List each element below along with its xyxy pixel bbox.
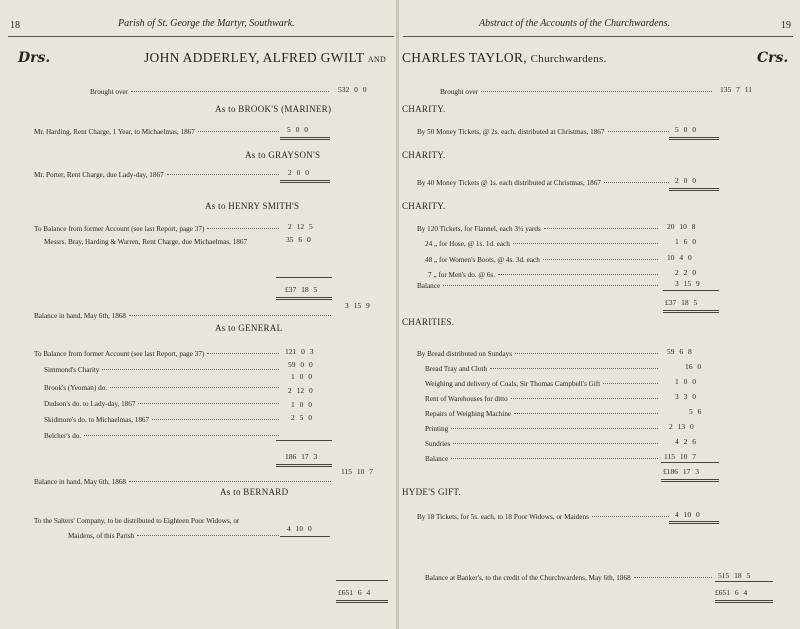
right-henry-row-5 [417,282,661,290]
header-rule-left [8,36,394,37]
left-general-row-4 [44,400,282,408]
right-brooks-row [417,128,672,136]
left-general-amount-1: 121 0 3 [285,347,314,356]
left-brought-over-row [90,88,332,96]
left-general-row-2 [44,366,282,374]
title-left-names: JOHN ADDERLEY, ALFRED GWILT [144,50,365,65]
left-heading-general: As to GENERAL [215,323,283,333]
left-general-label-1: To Balance from former Account (see last Report, page 37) [34,350,205,358]
right-general-row-1 [417,350,661,358]
left-bernard-line-2 [68,532,282,540]
right-henry-amount-3: 10 4 0 [667,253,692,262]
right-brought-over-row [440,88,715,96]
left-general-row-6 [44,432,282,440]
left-running-title: Parish of St. George the Martyr, Southwark. [118,18,295,29]
right-hydes-row [417,513,672,521]
left-brooks-rule [280,137,330,140]
right-general-amount-4: 3 3 0 [675,392,696,401]
left-general-amount-3: 1 0 0 [291,372,312,381]
title-and: AND [367,55,387,64]
left-general-total-rule [276,440,332,441]
right-general-total: £186 17 3 [663,467,699,476]
left-henry-balance-label: Balance in hand, May 6th, 1868 [34,312,127,320]
left-graysons-amount: 2 0 0 [288,168,309,177]
left-henry-total: £37 18 5 [285,285,318,294]
right-general-row-3 [425,380,661,388]
right-graysons-row [417,179,672,187]
right-henry-row-4 [428,271,661,279]
right-henry-label-4: 7 „ for Men's do. @ 6s. [428,271,496,279]
left-page [0,0,397,629]
right-general-row-8 [425,455,661,463]
left-general-amount-6: 2 5 0 [291,413,312,422]
title-right [402,50,607,66]
right-general-label-6: Printing [425,425,449,433]
right-running-title: Abstract of the Accounts of the Churchwardens. [479,18,671,29]
right-hydes-label: By 18 Tickets, for 5s. each, to 18 Poor Widows, or Maidens [417,513,589,521]
right-heading-henry-smiths: CHARITY. [402,201,446,211]
right-henry-total: £37 18 5 [665,298,698,307]
left-general-balance-label: Balance in hand, May 6th, 1868 [34,478,127,486]
left-general-total-dbl [276,464,332,467]
left-grand-total: £651 6 4 [338,588,371,597]
right-page-number: 19 [781,20,791,31]
right-brooks-rule [669,137,719,140]
right-general-amount-3: 1 0 0 [675,377,696,386]
right-general-total-rule [661,462,719,463]
right-henry-amount-4: 2 2 0 [675,268,696,277]
right-henry-label-1: By 120 Tickets, for Flannel, each 3½ yards [417,225,541,233]
right-henry-row-1 [417,225,661,233]
left-brooks-row [34,128,282,136]
right-general-row-4 [425,395,661,403]
left-brooks-amount: 5 0 0 [287,125,308,134]
right-graysons-amount: 2 0 0 [675,176,696,185]
right-general-label-5: Repairs of Weighing Machine [425,410,512,418]
right-brought-over-label: Brought over [440,88,479,96]
left-general-amount-5: 1 0 0 [291,400,312,409]
right-general-label-7: Sundries [425,440,451,448]
right-brought-over-amount: 135 7 11 [720,85,752,94]
right-heading-brooks: CHARITY. [402,104,446,114]
left-general-total: 186 17 3 [285,452,318,461]
right-henry-total-rule [663,290,719,291]
left-general-label-6: Belcher's do. [44,432,82,440]
left-bernard-line-1 [34,517,239,525]
right-general-label-3: Weighing and delivery of Coals, Sir Thomas Campbell's Gift [425,380,601,388]
left-henry-row-2 [44,238,280,246]
right-general-label-4: Rent of Warehouses for ditto [425,395,508,403]
left-general-row-3 [44,384,282,392]
right-general-label-8: Balance [425,455,449,463]
left-general-label-2: Simmond's Charity [44,366,100,374]
left-henry-total-rule [276,277,332,278]
left-heading-henry-smiths: As to HENRY SMITH'S [205,201,300,211]
right-general-amount-5: 5 6 [689,407,702,416]
right-general-amount-2: 16 0 [685,362,702,371]
left-graysons-row [34,171,282,179]
left-bernard-rule [280,536,330,537]
left-brooks-label: Mr. Harding, Rent Charge, 1 Year, to Michaelmas, 1867 [34,128,195,136]
left-general-label-5: Skidmore's do. to Michaelmas, 1867 [44,416,150,424]
right-henry-amount-1: 20 10 8 [667,222,696,231]
right-heading-graysons: CHARITY. [402,150,446,160]
right-henry-label-5: Balance [417,282,441,290]
left-henry-amount-1: 2 12 5 [288,222,313,231]
right-henry-amount-2: 1 6 0 [675,237,696,246]
left-bernard-label-1: To the Salters' Company, to be distributed to Eighteen Poor Widows, or [34,517,240,525]
left-general-amount-4: 2 12 0 [288,386,313,395]
right-grand-total-dbl [715,600,773,603]
title-left [144,50,386,66]
left-bernard-label-2: Maidens, of this Parish [68,532,135,540]
title-right-name: CHARLES TAYLOR, [402,50,527,65]
right-bankers-label: Balance at Banker's, to the credit of the Churchwardens, May 6th, 1868 [425,574,631,582]
right-page [399,0,800,629]
right-henry-row-3 [425,256,661,264]
right-brooks-label: By 50 Money Tickets, @ 2s. each, distributed at Christmas, 1867 [417,128,605,136]
left-general-label-3: Brook's (Yeoman) do. [44,384,108,392]
left-heading-bernard: As to BERNARD [220,487,289,497]
right-henry-row-2 [425,240,661,248]
right-general-label-1: By Bread distributed on Sundays [417,350,513,358]
right-henry-amount-5: 3 15 9 [675,279,700,288]
left-general-row-1 [34,350,282,358]
left-heading-graysons: As to GRAYSON'S [245,150,321,160]
right-henry-total-dbl [663,310,719,313]
right-heading-hydes: HYDE'S GIFT. [402,487,462,497]
header-rule-right [403,36,793,37]
left-heading-brooks: As to BROOK'S (MARINER) [215,104,332,114]
debit-marker: Drs. [18,50,51,66]
left-henry-label-1: To Balance from former Account (see last Report, page 37) [34,225,205,233]
left-henry-row-1 [34,225,282,233]
left-grand-total-dbl [336,600,388,603]
left-general-amount-2: 59 0 0 [288,360,313,369]
left-general-row-5 [44,416,282,424]
right-general-row-7 [425,440,661,448]
right-bankers-amount: 515 18 5 [718,571,751,580]
left-graysons-rule [280,180,330,183]
left-bernard-amount: 4 10 0 [287,524,312,533]
right-hydes-rule [669,521,719,524]
right-general-total-dbl [661,479,719,482]
right-general-amount-1: 59 6 8 [667,347,692,356]
right-heading-general: CHARITIES. [402,317,455,327]
left-henry-balance-row [34,312,334,320]
right-general-amount-6: 2 13 0 [669,422,694,431]
left-general-balance-row [34,478,334,486]
left-henry-amount-2: 35 6 0 [286,235,311,244]
left-brought-over-label: Brought over [90,88,129,96]
right-general-row-5 [425,410,661,418]
left-henry-total-dbl [276,297,332,300]
right-bankers-row [425,574,715,582]
left-graysons-label: Mr. Porter, Rent Charge, due Lady-day, 1867 [34,171,164,179]
left-grand-total-rule [336,580,388,581]
left-general-label-4: Dudson's do. to Lady-day, 1867 [44,400,136,408]
left-henry-balance-amount: 3 15 9 [345,301,370,310]
right-grand-total: £651 6 4 [715,588,748,597]
right-general-row-2 [425,365,661,373]
right-graysons-rule [669,188,719,191]
right-general-row-6 [425,425,661,433]
credit-marker: Crs. [757,50,789,66]
right-general-amount-7: 4 2 6 [675,437,696,446]
right-hydes-amount: 4 10 0 [675,510,700,519]
right-henry-label-3: 48 „ for Women's Boots, @ 4s. 3d. each [425,256,540,264]
left-page-number: 18 [10,20,20,31]
left-brought-over-amount: 532 0 0 [338,85,367,94]
right-henry-label-2: 24 „ for Hose, @ 1s. 1d. each [425,240,510,248]
left-henry-label-2: Messrs. Bray, Harding & Warren, Rent Charge, due Michaelmas, 1867 [44,238,248,246]
right-general-label-2: Bread Tray and Cloth [425,365,488,373]
right-general-amount-8: 115 10 7 [664,452,696,461]
right-graysons-label: By 40 Money Tickets @ 1s. each distributed at Christmas, 1867 [417,179,601,187]
right-grand-total-rule [715,581,773,582]
right-brooks-amount: 5 0 0 [675,125,696,134]
title-right-role: Churchwardens. [530,53,607,65]
left-general-balance-amount: 115 10 7 [341,467,373,476]
